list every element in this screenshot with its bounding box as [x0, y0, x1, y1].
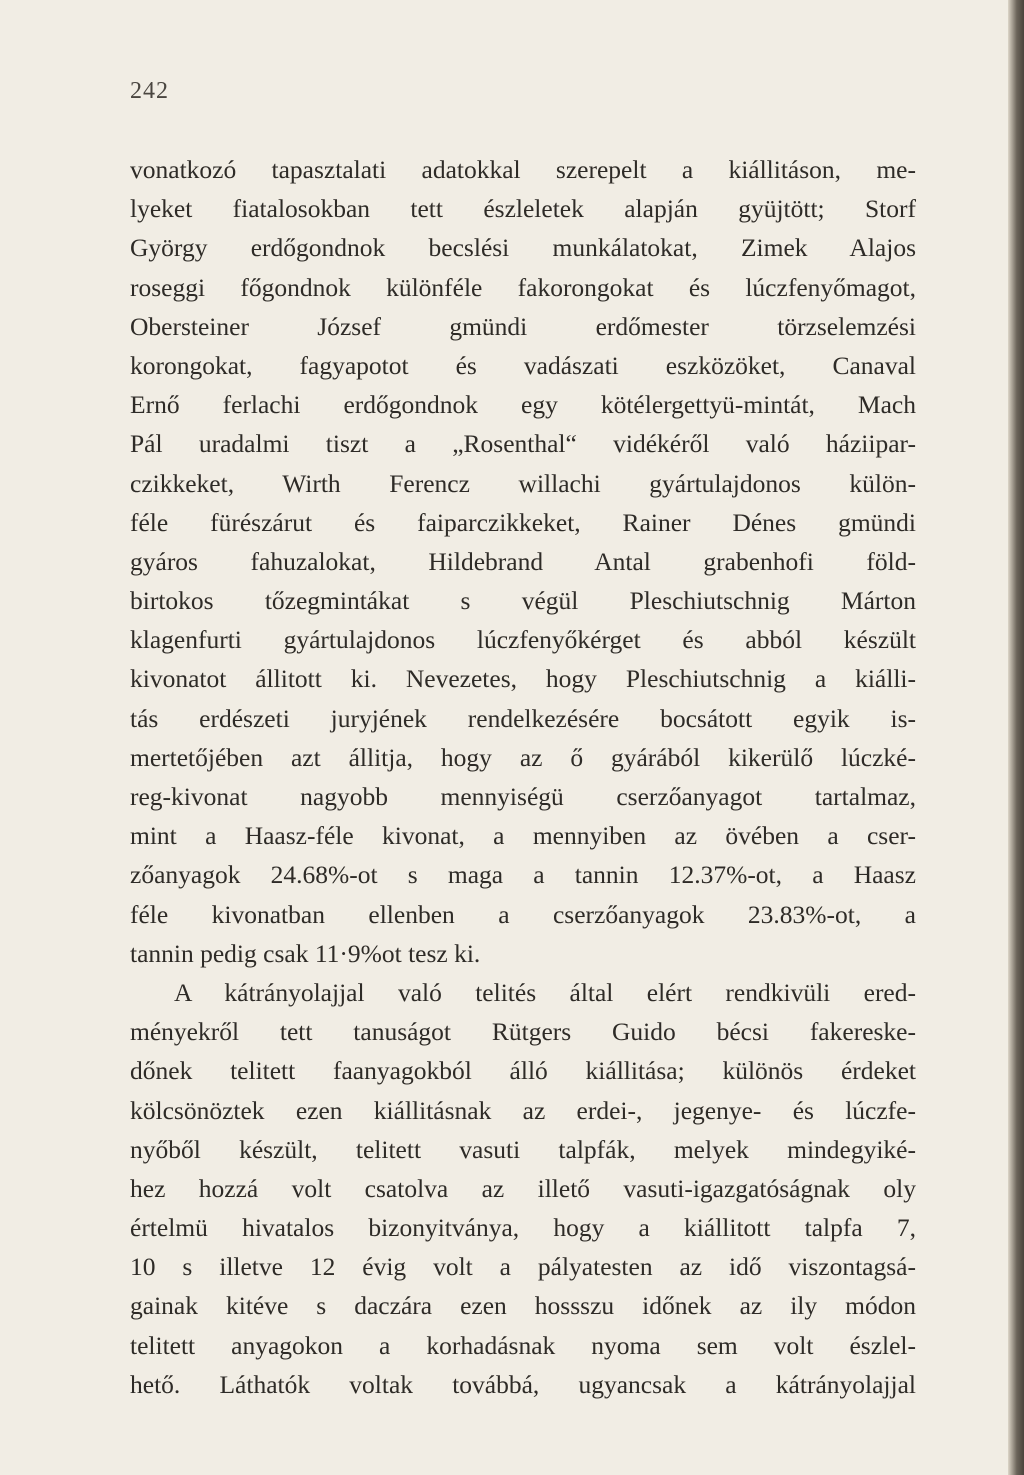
text-line: mertetőjében azt állitja, hogy az ő gyárából kikerülő lúczké- [130, 742, 916, 772]
paragraph-end-line: tannin pedig csak 11·9%ot tesz ki. [130, 938, 481, 968]
page-edge-shadow [1008, 0, 1024, 1475]
text-line: korongokat, fagyapotot és vadászati eszközöket, Canaval [130, 350, 916, 380]
text-line: Obersteiner József gmündi erdőmester törzselemzési [130, 311, 916, 341]
text-line: hez hozzá volt csatolva az illető vasuti-igazgatóságnak oly [130, 1173, 916, 1203]
text-line: ményekről tett tanuságot Rütgers Guido bécsi fakereske- [130, 1017, 916, 1047]
text-line: reg-kivonat nagyobb mennyiségü cserzőanyagot tartalmaz, [130, 782, 916, 811]
text-line: kölcsönöztek ezen kiállitásnak az erdei-, jegenye- és lúczfe- [130, 1095, 916, 1125]
text-line: telitett anyagokon a korhadásnak nyoma sem volt észlel- [130, 1330, 916, 1360]
text-line: tás erdészeti juryjének rendelkezésére bocsátott egyik is- [130, 703, 916, 733]
text-line: kivonatot állitott ki. Nevezetes, hogy Pleschiutschnig a kiálli- [130, 664, 916, 694]
text-line: czikkeket, Wirth Ferencz willachi gyártulajdonos külön- [130, 468, 916, 498]
text-line: klagenfurti gyártulajdonos lúczfenyőkérget és abból készült [130, 625, 916, 655]
paragraph-start-line: A kátrányolajjal való telités által elért rendkivüli ered- [174, 977, 916, 1007]
text-line: értelmü hivatalos bizonyitványa, hogy a kiállitott talpfa 7, [130, 1213, 916, 1243]
page-number: 242 [130, 78, 169, 104]
text-line: Pál uradalmi tiszt a „Rosenthal“ vidékéről való háziipar- [130, 429, 916, 459]
text-line: György erdőgondnok becslési munkálatokat, Zimek Alajos [130, 233, 916, 263]
text-line: féle fürészárut és faiparczikkeket, Rainer Dénes gmündi [130, 507, 916, 537]
text-line: roseggi főgondnok különféle fakorongokat és lúczfenyőmagot, [130, 272, 916, 302]
body-text [130, 150, 916, 1404]
text-line: féle kivonatban ellenben a cserzőanyagok 23.83%-ot, a [130, 899, 916, 929]
text-line: gyáros fahuzalokat, Hildebrand Antal grabenhofi föld- [130, 546, 916, 576]
text-line: hető. Láthatók voltak továbbá, ugyancsak a kátrányolajjal [130, 1369, 916, 1399]
text-line: mint a Haasz-féle kivonat, a mennyiben az övében a cser- [130, 821, 916, 851]
text-line: vonatkozó tapasztalati adatokkal szerepelt a kiállitáson, me- [130, 155, 916, 184]
text-line: dőnek telitett faanyagokból álló kiállitása; különös érdeket [130, 1056, 916, 1086]
text-line: birtokos tőzegmintákat s végül Pleschiutschnig Márton [130, 586, 916, 616]
text-line: 10 s illetve 12 évig volt a pályatesten az idő viszontagsá- [130, 1252, 916, 1282]
text-line: lyeket fiatalosokban tett észleletek alapján gyüjtött; Storf [130, 194, 916, 224]
text-line: Ernő ferlachi erdőgondnok egy kötélergettyü-mintát, Mach [130, 390, 916, 420]
text-line: zőanyagok 24.68%-ot s maga a tannin 12.37%-ot, a Haasz [130, 860, 916, 890]
text-line: nyőből készült, telitett vasuti talpfák, melyek mindegyiké- [130, 1134, 916, 1164]
text-line: gainak kitéve s daczára ezen hossszu időnek az ily módon [130, 1291, 916, 1321]
